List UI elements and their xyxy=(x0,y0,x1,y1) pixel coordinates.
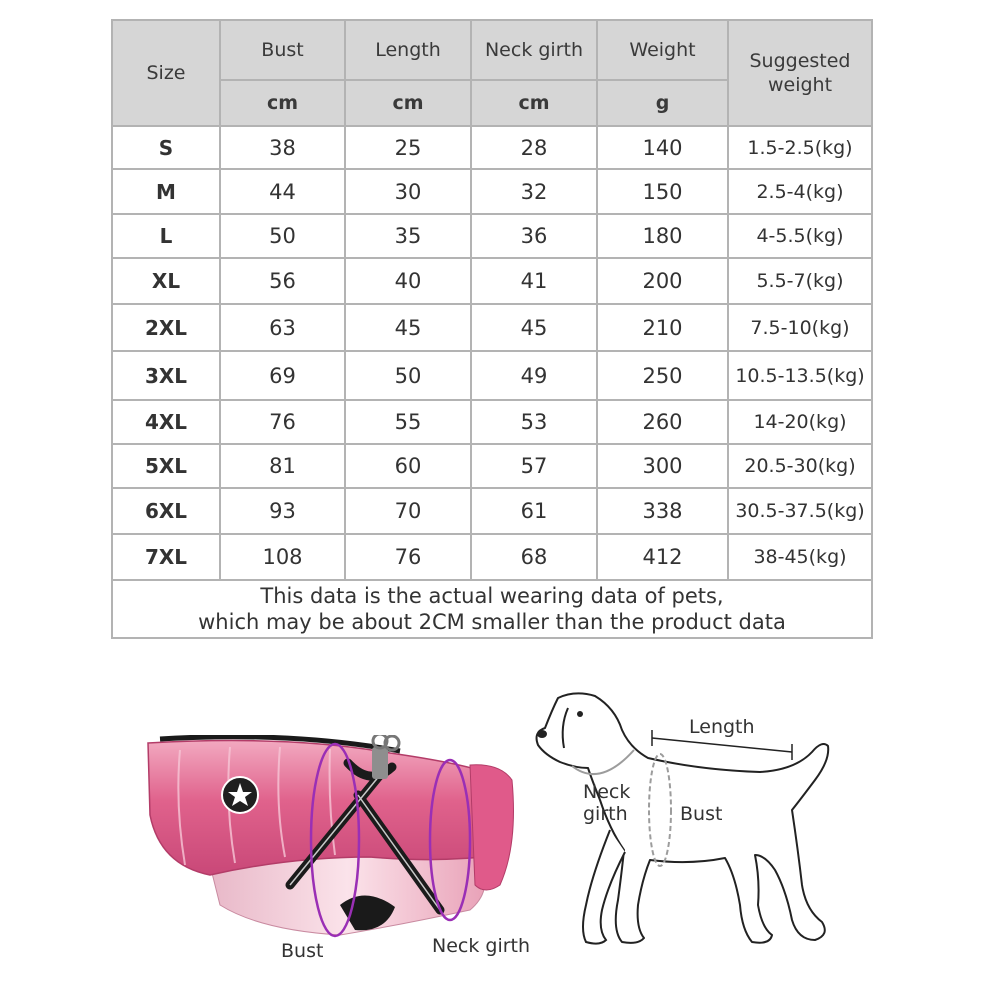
cell-length: 35 xyxy=(345,214,471,258)
cell-size: L xyxy=(112,214,220,258)
header-bust: Bust xyxy=(220,20,345,80)
star-badge-icon xyxy=(222,777,258,813)
cell-size: S xyxy=(112,126,220,169)
unit-bust: cm xyxy=(220,80,345,126)
cell-length: 50 xyxy=(345,351,471,400)
cell-weight: 180 xyxy=(597,214,728,258)
dog-bust-label: Bust xyxy=(680,803,723,825)
cell-size: 5XL xyxy=(112,444,220,488)
cell-neck-girth: 32 xyxy=(471,169,597,214)
cell-bust: 93 xyxy=(220,488,345,534)
cell-length: 55 xyxy=(345,400,471,444)
cell-size: 2XL xyxy=(112,304,220,351)
size-chart-table xyxy=(111,19,873,639)
cell-neck-girth: 41 xyxy=(471,258,597,304)
cell-size: 3XL xyxy=(112,351,220,400)
coat-bust-label: Bust xyxy=(281,940,324,962)
cell-suggested-weight: 38-45(kg) xyxy=(728,534,872,580)
coat-neck-girth-label: Neck girth xyxy=(432,935,531,957)
cell-suggested-weight: 2.5-4(kg) xyxy=(728,169,872,214)
cell-suggested-weight: 20.5-30(kg) xyxy=(728,444,872,488)
cell-weight: 140 xyxy=(597,126,728,169)
cell-weight: 260 xyxy=(597,400,728,444)
cell-weight: 338 xyxy=(597,488,728,534)
cell-weight: 250 xyxy=(597,351,728,400)
table-row xyxy=(112,400,872,444)
cell-size: 6XL xyxy=(112,488,220,534)
table-footnote xyxy=(112,580,872,638)
cell-bust: 108 xyxy=(220,534,345,580)
table-row xyxy=(112,169,872,214)
table-row xyxy=(112,534,872,580)
cell-neck-girth: 53 xyxy=(471,400,597,444)
header-suggested-weight: Suggested weight xyxy=(728,20,872,126)
table-row xyxy=(112,126,872,169)
table-row xyxy=(112,258,872,304)
cell-neck-girth: 49 xyxy=(471,351,597,400)
header-size: Size xyxy=(112,20,220,126)
cell-neck-girth: 45 xyxy=(471,304,597,351)
cell-bust: 38 xyxy=(220,126,345,169)
table-row xyxy=(112,351,872,400)
dog-neck-girth-label: Neck girth xyxy=(583,781,631,825)
cell-weight: 412 xyxy=(597,534,728,580)
cell-suggested-weight: 10.5-13.5(kg) xyxy=(728,351,872,400)
cell-length: 40 xyxy=(345,258,471,304)
unit-neck-girth: cm xyxy=(471,80,597,126)
cell-suggested-weight: 14-20(kg) xyxy=(728,400,872,444)
cell-suggested-weight: 30.5-37.5(kg) xyxy=(728,488,872,534)
header-neck-girth: Neck girth xyxy=(471,20,597,80)
table-body xyxy=(112,126,872,580)
cell-bust: 69 xyxy=(220,351,345,400)
dog-coat-image xyxy=(140,735,525,945)
header-length: Length xyxy=(345,20,471,80)
unit-weight: g xyxy=(597,80,728,126)
cell-length: 45 xyxy=(345,304,471,351)
cell-neck-girth: 61 xyxy=(471,488,597,534)
cell-length: 30 xyxy=(345,169,471,214)
table-row xyxy=(112,304,872,351)
cell-bust: 81 xyxy=(220,444,345,488)
cell-suggested-weight: 4-5.5(kg) xyxy=(728,214,872,258)
cell-length: 60 xyxy=(345,444,471,488)
unit-length: cm xyxy=(345,80,471,126)
cell-weight: 210 xyxy=(597,304,728,351)
cell-bust: 44 xyxy=(220,169,345,214)
cell-suggested-weight: 7.5-10(kg) xyxy=(728,304,872,351)
cell-size: 7XL xyxy=(112,534,220,580)
table-row xyxy=(112,488,872,534)
cell-bust: 56 xyxy=(220,258,345,304)
cell-weight: 200 xyxy=(597,258,728,304)
dog-length-label: Length xyxy=(689,716,755,738)
cell-length: 25 xyxy=(345,126,471,169)
cell-neck-girth: 57 xyxy=(471,444,597,488)
header-weight: Weight xyxy=(597,20,728,80)
table-row xyxy=(112,214,872,258)
table-row xyxy=(112,444,872,488)
cell-weight: 150 xyxy=(597,169,728,214)
cell-bust: 63 xyxy=(220,304,345,351)
cell-suggested-weight: 5.5-7(kg) xyxy=(728,258,872,304)
length-line xyxy=(652,738,792,752)
cell-size: M xyxy=(112,169,220,214)
cell-bust: 50 xyxy=(220,214,345,258)
cell-length: 76 xyxy=(345,534,471,580)
cell-neck-girth: 36 xyxy=(471,214,597,258)
cell-neck-girth: 68 xyxy=(471,534,597,580)
cell-length: 70 xyxy=(345,488,471,534)
footnote-line-2: which may be about 2CM smaller than the product data xyxy=(198,610,786,634)
cell-neck-girth: 28 xyxy=(471,126,597,169)
cell-size: XL xyxy=(112,258,220,304)
footnote-line-1: This data is the actual wearing data of pets, xyxy=(260,584,724,608)
cell-weight: 300 xyxy=(597,444,728,488)
cell-size: 4XL xyxy=(112,400,220,444)
cell-suggested-weight: 1.5-2.5(kg) xyxy=(728,126,872,169)
cell-bust: 76 xyxy=(220,400,345,444)
